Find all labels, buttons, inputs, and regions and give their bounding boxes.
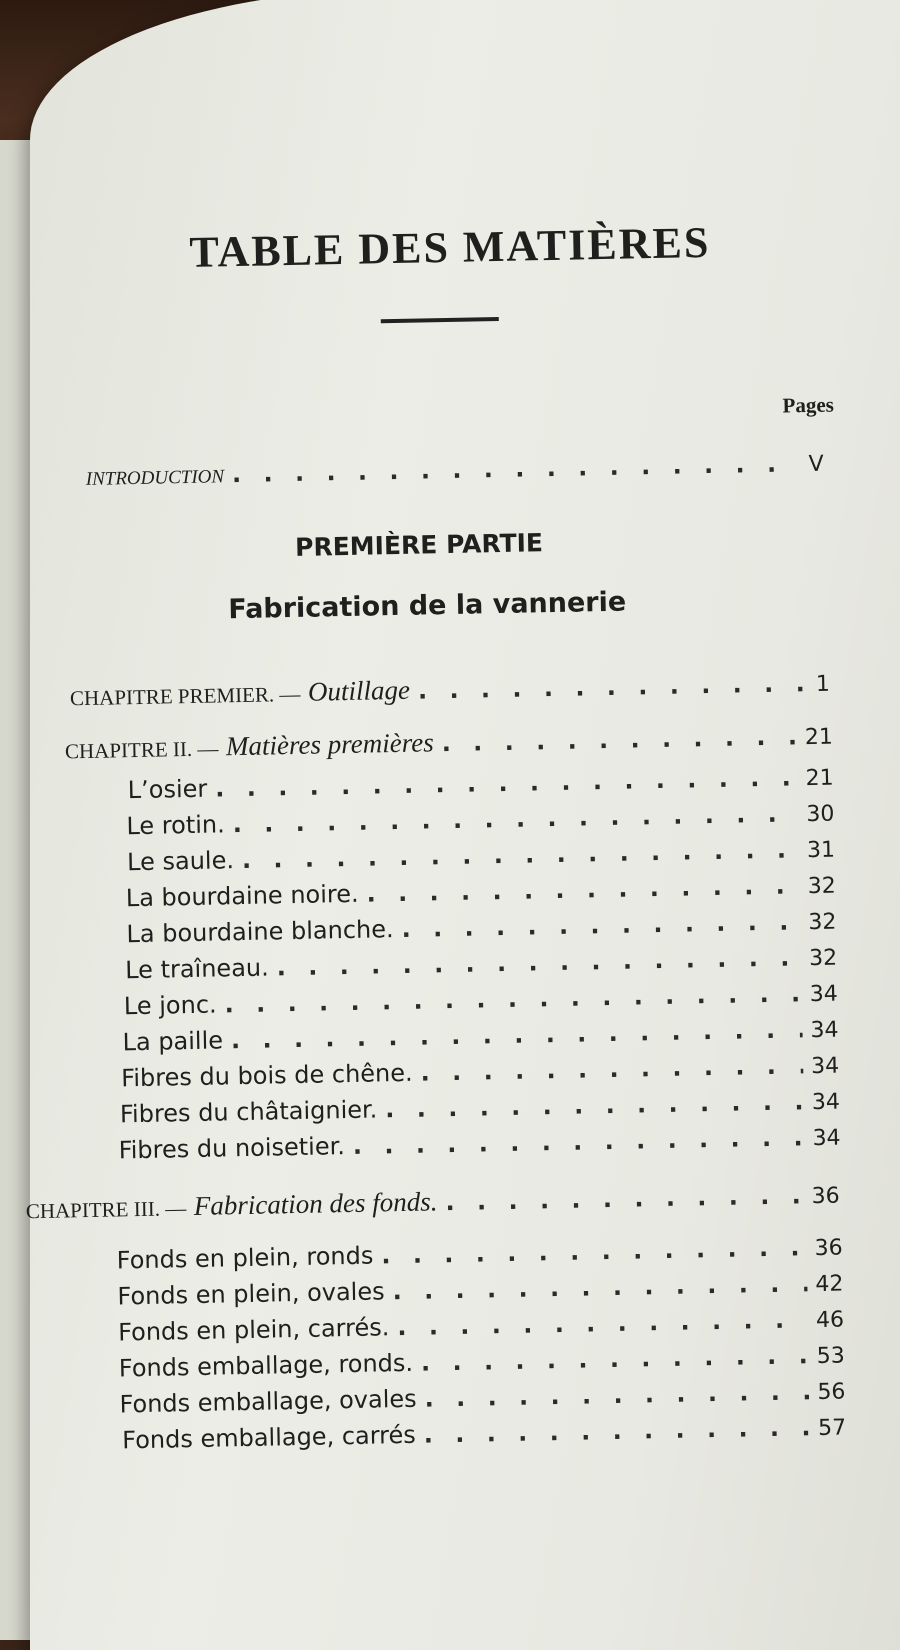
chapter-title: Matières premières — [225, 727, 434, 762]
entry-page: 34 — [810, 1017, 839, 1044]
toc-entry-introduction[interactable] — [85, 449, 823, 491]
toc-item[interactable] — [124, 979, 838, 1021]
toc-item[interactable] — [119, 1377, 845, 1419]
leader-dots — [215, 763, 798, 802]
entry-label: Fonds emballage, ovales — [119, 1384, 417, 1419]
entry-label: Fonds en plein, carrés. — [117, 1313, 390, 1347]
leader-dots — [424, 1377, 809, 1412]
entry-label: Fibres du bois de chêne. — [121, 1058, 413, 1093]
entry-page: 34 — [811, 1089, 841, 1116]
leader-dots — [231, 1015, 803, 1054]
entry-page: 32 — [807, 873, 836, 900]
entry-label: Fonds en plein, ovales — [117, 1277, 385, 1311]
leader-dots — [232, 799, 798, 838]
toc-item[interactable] — [126, 907, 836, 949]
toc-item[interactable] — [118, 1305, 844, 1347]
entry-page: 34 — [812, 1125, 841, 1152]
entry-label: Le rotin. — [126, 810, 225, 841]
leader-dots — [423, 1413, 810, 1448]
leader-dots — [397, 1305, 808, 1341]
leader-dots — [224, 979, 802, 1018]
entry-label: Le jonc. — [123, 990, 217, 1021]
toc-item[interactable] — [122, 1413, 846, 1455]
entry-page: 56 — [817, 1379, 846, 1406]
part-heading: PREMIÈRE PARTIE — [294, 528, 544, 562]
leader-dots — [242, 835, 800, 874]
title-rule — [381, 317, 499, 323]
chapter-heading — [70, 675, 411, 713]
toc-item[interactable] — [120, 1087, 840, 1129]
leader-dots — [420, 1051, 803, 1086]
leader-dots — [366, 871, 800, 907]
entry-label: Fibres du noisetier. — [118, 1132, 346, 1165]
entry-page: 34 — [810, 1053, 840, 1080]
chapter-title: Fabrication des fonds. — [193, 1186, 438, 1221]
entry-label: La bourdaine noire. — [125, 879, 359, 913]
chapter-prefix: CHAPITRE II. — — [64, 736, 219, 764]
toc-item[interactable] — [126, 799, 834, 841]
toc-chapter-2[interactable] — [65, 720, 833, 766]
entry-page: 1 — [815, 671, 831, 697]
chapter-heading — [25, 1186, 437, 1225]
toc-chapter-1[interactable] — [70, 667, 830, 713]
toc-item[interactable] — [117, 1269, 843, 1311]
entry-page: 21 — [804, 724, 834, 751]
chapter-title: Outillage — [307, 674, 411, 707]
entry-page: 21 — [805, 765, 834, 792]
entry-page: 42 — [815, 1271, 844, 1298]
toc-item[interactable] — [125, 943, 837, 985]
chapter-heading — [65, 727, 434, 765]
entry-label: Le saule. — [126, 846, 235, 877]
leader-dots — [232, 449, 801, 488]
entry-page: 36 — [814, 1235, 843, 1262]
page-title: TABLE DES MATIÈRES — [188, 217, 711, 277]
toc-item[interactable] — [126, 871, 836, 913]
toc-item[interactable] — [118, 1123, 840, 1165]
entry-label: INTRODUCTION — [85, 466, 225, 490]
entry-label: La bourdaine blanche. — [126, 915, 394, 949]
entry-page: 34 — [809, 981, 839, 1008]
entry-page: 31 — [806, 837, 836, 864]
entry-label: Fonds en plein, ronds — [116, 1241, 374, 1275]
leader-dots — [276, 943, 801, 981]
toc-item[interactable] — [117, 1233, 843, 1275]
toc-item[interactable] — [122, 1015, 838, 1057]
leader-dots — [401, 907, 800, 943]
entry-page: 46 — [815, 1307, 845, 1334]
entry-label: Fibres du châtaignier. — [119, 1095, 378, 1129]
entry-page: 57 — [817, 1415, 847, 1442]
toc-chapter-3[interactable] — [25, 1179, 839, 1226]
entry-page: V — [808, 451, 824, 478]
leader-dots — [385, 1087, 804, 1123]
chapter-prefix: CHAPITRE PREMIER. — — [69, 681, 301, 711]
pages-column-label: Pages — [782, 392, 835, 418]
entry-label: Fonds emballage, ronds. — [118, 1348, 414, 1383]
entry-label: Le traîneau. — [124, 953, 269, 985]
leader-dots — [418, 669, 808, 704]
part-subheading: Fabrication de la vannerie — [228, 586, 627, 626]
toc-item[interactable] — [119, 1341, 845, 1383]
entry-page: 32 — [808, 945, 838, 972]
entry-page: 32 — [808, 909, 837, 936]
chapter-prefix: CHAPITRE III. — — [25, 1196, 187, 1224]
leader-dots — [421, 1341, 809, 1376]
entry-label: L’osier — [127, 774, 208, 805]
entry-page: 53 — [816, 1343, 845, 1370]
entry-page: 30 — [806, 801, 835, 828]
leader-dots — [392, 1269, 807, 1305]
leader-dots — [445, 1181, 804, 1216]
entry-label: La paille — [122, 1026, 224, 1057]
leader-dots — [353, 1123, 805, 1160]
entry-page: 36 — [811, 1183, 840, 1210]
toc-item[interactable] — [127, 763, 833, 805]
toc-item[interactable] — [121, 1051, 839, 1093]
leader-dots — [441, 722, 797, 757]
toc-item[interactable] — [127, 835, 835, 877]
entry-label: Fonds emballage, carrés — [121, 1420, 417, 1455]
leader-dots — [381, 1233, 807, 1269]
